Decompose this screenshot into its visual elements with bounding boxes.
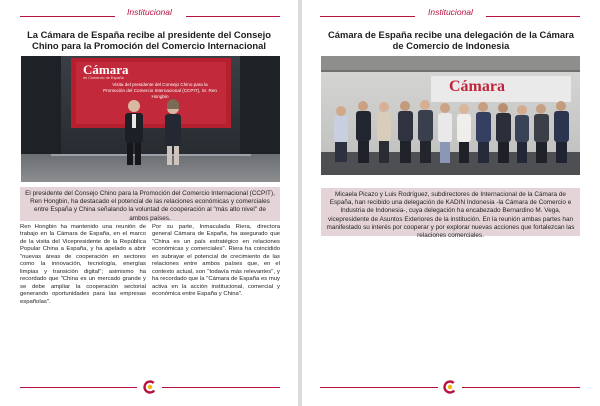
right-page — [302, 0, 600, 406]
article-photo — [21, 56, 280, 182]
body-column-1: Ren Hongbin ha mantenido una reunión de trabajo en la Cámara de España, en el marco de la visita del Vicepresidente de la República Popular China a España, y ha apelado a abrir "nuevas áreas de cooperación en sectores como la innovación, tecnología, energías limpias y transición digital"; asimismo ha recordado que "China es un mercado grande y se debe ampliar la cooperación sectorial generando oportunidades para las empresas españolas". — [20, 224, 146, 305]
screen-brand: Cámara — [83, 62, 129, 77]
section-rule-left — [320, 16, 415, 17]
section-label: Institucional — [127, 7, 172, 17]
section-rule-right — [486, 16, 580, 17]
left-page — [0, 0, 298, 406]
article-title: Cámara de España recibe una delegación de la Cámara de Comercio de Indonesia — [328, 29, 574, 51]
footer-rule-right — [162, 387, 280, 388]
photo-caption: El presidente del Consejo Chino para la Promoción del Comercio Internacional (CCPIT), Ren Hongbin, ha destacado el potencial de las relaciones económicas y comerciales entre España y China señalando la voluntad de cooperación al "más alto nivel" de ambos países. — [20, 187, 280, 221]
wall-brand-text: Cámara — [449, 78, 505, 95]
section-rule-right — [186, 16, 280, 17]
article-title: La Cámara de España recibe al presidente del Consejo Chino para la Promoción del Comercio Internacional — [27, 29, 271, 51]
camara-logo-icon — [143, 380, 157, 394]
article-photo — [321, 56, 580, 175]
screen-brand-sub: de Comercio de España — [83, 76, 124, 80]
body-column-2: Por su parte, Inmaculada Riera, directora general Cámara de España, ha asegurado que "China es un país estratégico en relaciones económicas y comerciales". Riera ha coincidido en subrayar el potencial de crecimiento de las relaciones entre ambos países que, en el contexto actual, son "todavía más relevantes", y ha recordado que la "Cámara de España es muy activa en la acción institucional, comercial y económica entre España y China". — [152, 224, 280, 298]
group-photo-illustration — [321, 56, 580, 175]
section-label: Institucional — [428, 7, 473, 17]
footer-rule-right — [462, 387, 580, 388]
screen-headline: Visita del presidente del Consejo Chino para la Promoción del Comercio Internacional (CCPIT), Sr. Ren Hongbin — [103, 82, 217, 99]
photo-caption: Micaela Picazo y Luis Rodríguez, subdirectores de Internacional de la Cámara de España, han recibido una delegación de KADIN Indonesia -la Cámara de Comercio e Industria de Indonesia-, cuya delegación ha encabezado Bernardino M. Vega, vicepresidente de Asuntos Exteriores de la institución. En la reunión ambas partes han manifestado su interés por cooperar y por explorar nuevas acciones que fortalezcan las relaciones comerciales. — [321, 188, 580, 236]
footer-rule-left — [20, 387, 137, 388]
footer-rule-left — [320, 387, 438, 388]
section-rule-left — [20, 16, 115, 17]
camara-logo-icon — [443, 380, 457, 394]
